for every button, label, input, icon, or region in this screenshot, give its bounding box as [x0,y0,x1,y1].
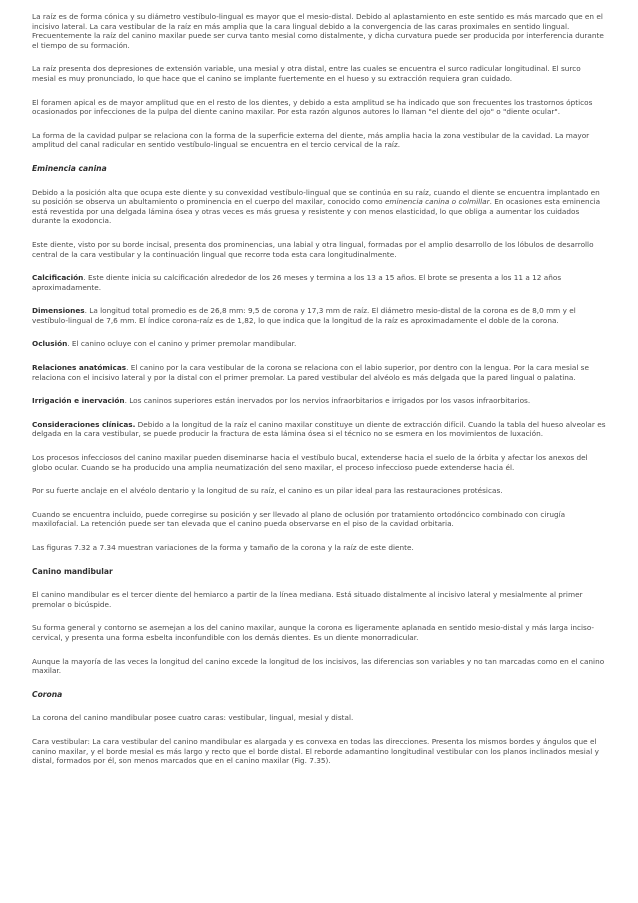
heading-canino-mandibular: Canino mandibular [32,566,113,576]
paragraph-mandibular-position: El canino mandibular es el tercer diente del hemiarco a partir de la línea mediana. Está situado distalmente al incisivo lateral y mesialmente al primer premolar o bicúspide. [32,590,583,609]
text-clinical: Debido a la longitud de la raíz el canino maxilar constituye un diente de extracción difícil. Cuando la tabla del hueso alveolar es delgada en la cara vestibular, se puede producir la fractura de esta lámina ósea si el técnico no se esmera en los movimientos de luxación. [32,419,606,439]
paragraph-root-depressions: La raíz presenta dos depresiones de extensión variable, una mesial y otra distal, entre las cuales se encuentra el surco radicular longitudinal. El surco mesial es muy pronunciado, lo que hace que el canino se implante fuertemente en el hueso y su extracción requiera gran cuidado. [32,64,581,83]
heading-corona: Corona [32,689,63,699]
paragraph-calcification [32,273,606,292]
paragraph-eminence-text-b: . En ocasiones esta eminencia está revestida por una delgada lámina ósea y otras veces es más gruesa y resistente y con menos elasticidad, lo que obliga a aumentar los cuidados durante la exodoncia. [32,197,601,226]
label-anatomical-relations: Relaciones anatómicas [32,363,127,373]
paragraph-dimensions [32,306,606,325]
paragraph-mandibular-length: Aunque la mayoría de las veces la longitud del canino excede la longitud de los incisivos, las diferencias son variables y no tan marcadas como en el canino maxilar. [32,656,605,676]
paragraph-clinical [32,420,606,439]
text-calcification: . Este diente inicia su calcificación alrededor de los 26 meses y termina a los 13 a 15 años. El brote se presenta a los 11 a 12 años aproximadamente. [32,273,562,292]
text-irrigation: . Los caninos superiores están inervados por los nervios infraorbitarios e irrigados por los vasos infraorbitarios. [124,396,531,406]
text-dimensions: . La longitud total promedio es de 26,8 mm: 9,5 de corona y 17,3 mm de raíz. El diámetro mesio-distal de la corona es de 8,0 mm y el vestíbulo-lingual de 7,6 mm. El índice corona-raíz es de 1,82, lo que indica que la longitud de la raíz es aproximadamente el doble de la corona. [32,306,576,325]
paragraph-anatomical-relations [32,363,606,382]
paragraph-irrigation [32,396,606,406]
label-irrigation: Irrigación e inervación [32,396,125,406]
paragraph-apical-foramen: El foramen apical es de mayor amplitud que en el resto de los dientes, y debido a esta amplitud se ha indicado que son frecuentes los trastornos ópticos ocasionados por infecciones de la pulpa del diente canino maxilar. Por esta razón algunos autores lo llaman "el diente del ojo" o "diente ocular". [32,97,593,117]
paragraph-figures: Las figuras 7.32 a 7.34 muestran variaciones de la forma y tamaño de la corona y la raíz de este diente. [32,543,414,552]
paragraph-mandibular-shape: Su forma general y contorno se asemejan a los del canino maxilar, aunque la corona es ligeramente aplanada en sentido mesio-distal y más larga inciso-cervical, y presenta una forma esbelta inconfundible con los demás dientes. Es un diente monorradicular. [32,623,595,642]
label-dimensions: Dimensiones [32,306,85,316]
label-calcification: Calcificación [32,273,84,283]
paragraph-infections: Los procesos infecciosos del canino maxilar pueden diseminarse hacia el vestíbulo bucal, extenderse hacia el suelo de la órbita y afectar los anexos del globo ocular. Cuando se ha producido una amplia neumatización del seno maxilar, el proceso infeccioso puede extenderse hacia él. [32,453,588,472]
text-occlusion: . El canino ocluye con el canino y primer premolar mandibular. [67,339,297,349]
label-occlusion: Oclusión [32,339,68,349]
paragraph-crown-faces: La corona del canino mandibular posee cuatro caras: vestibular, lingual, mesial y distal. [32,713,354,723]
paragraph-eminence-italic: eminencia canina o colmillar [384,197,490,207]
heading-eminencia-canina: Eminencia canina [32,163,107,173]
paragraph-eminence [32,188,606,226]
paragraph-vestibular-face: Cara vestibular: La cara vestibular del canino mandibular es alargada y es convexa en todas las direcciones. Presenta los mismos bordes y ángulos que el canino maxilar, y el borde mesial es más largo y recto que el borde distal. El reborde adamantino longitudinal vestibular con los planos inclinados mesial y distal, formados por él, son menos marcados que en el canino maxilar (Fig. 7.35). [32,736,599,766]
label-clinical: Consideraciones clínicas. [32,419,136,429]
paragraph-incisal-view: Este diente, visto por su borde incisal, presenta dos prominencias, una labial y otra lingual, formadas por el amplio desarrollo de los lóbulos de desarrollo central de la cara vestibular y la continuación lingual que recorre toda esta cara longitudinalmente. [32,239,594,259]
paragraph-included: Cuando se encuentra incluido, puede corregirse su posición y ser llevado al plano de oclusión por tratamiento ortodóncico combinado con cirugía maxilofacial. La retención puede ser tan elevada que el canino pueda observarse en el piso de la cavidad orbitaria. [32,509,566,529]
paragraph-anchorage: Por su fuerte anclaje en el alvéolo dentario y la longitud de su raíz, el canino es un pilar ideal para las restauraciones protésicas. [32,486,503,496]
paragraph-eminence-text-a: Debido a la posición alta que ocupa este diente y su convexidad vestíbulo-lingual que se continúa en su raíz, cuando el diente se encuentra implantado en su posición se observa un abultamiento o prominencia en el cuerpo del maxilar, conocido como [32,187,600,207]
text-anatomical-relations: . El canino por la cara vestibular de la corona se relaciona con el labio superior, por dentro con la lengua. Por la cara mesial se relaciona con el incisivo lateral y por la distal con el primer premolar. La pared vestibular del alvéolo es más delgada que la pared lingual o palatina. [32,363,589,382]
paragraph-root-shape: La raíz es de forma cónica y su diámetro vestíbulo-lingual es mayor que el mesio-distal. Debido al aplastamiento en este sentido es más marcado que en el incisivo lateral. La cara vestibular de la raíz en más amplia que la cara lingual debido a la convergencia de las caras proximales en sentido lingual. Frecuentemente la raíz del canino maxilar puede ser curva tanto mesial como distalmente, y dicha curvatura puede ser producida por interferencia durante el tiempo de su formación. [32,12,604,50]
paragraph-occlusion [32,339,606,349]
paragraph-pulp-cavity: La forma de la cavidad pulpar se relaciona con la forma de la superficie externa del diente, más amplia hacia la zona vestibular de la cavidad. La mayor amplitud del canal radicular en sentido vestíbulo-lingual se encuentra en el tercio cervical de la raíz. [32,130,590,150]
